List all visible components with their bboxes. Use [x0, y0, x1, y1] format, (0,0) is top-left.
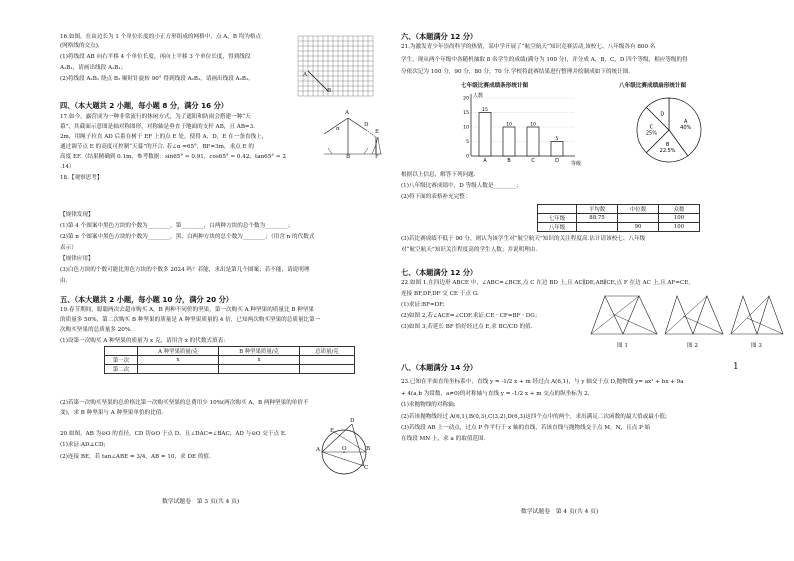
table-cell [300, 356, 355, 365]
q20-label-a: A [316, 447, 321, 453]
bar [551, 142, 563, 157]
q17-line: 通过调节点 E 的高度可控制“天幕”的开合. 若∠α =65°，BF=3m，求点 E 的 [60, 144, 255, 150]
table-cell: 中位数 [618, 205, 659, 214]
q19-line: 的质量多 50%，第二次购买 B 种坚果的质量是 A 种坚果质量的 4 倍，已知两次购买坚果的总质量比第一 [60, 317, 321, 323]
table-cell: 众数 [659, 205, 700, 214]
y-tick-label: 20 [463, 96, 469, 102]
q17-line: 17.如今，露营成为一种非常流行的休闲方式，为了遮阳和防雨会搭建一种“天 [60, 114, 251, 120]
q17-line: 2m，用绳子拉直 AD 后系在树干 EF 上的点 E 处，使得 A，D，E 在一条直线上， [60, 134, 268, 140]
grade8-pie-chart [629, 92, 709, 168]
grade7-bar-chart [457, 90, 587, 170]
q18-law-line: (1)第 4 个图案中黑色方块的个数为________，第________，白两种方块的总个数为________； [60, 223, 294, 229]
pie-slice-label: B [665, 142, 670, 149]
table-row [538, 223, 700, 232]
page-4-footer: 数学试题卷 第 4 页(共 4 页) [521, 509, 599, 515]
pie-slice-label: 25% [645, 130, 657, 137]
q17-label-f: F [375, 154, 379, 160]
pie-slice-label: A [684, 119, 688, 126]
x-axis-label: 等级 [571, 161, 582, 167]
section-7-title: 七、（本题满分 12 分） [401, 268, 478, 277]
q22-figure-2 [663, 292, 727, 342]
bar-data-label: 10 [506, 122, 512, 128]
table-row [538, 214, 700, 223]
q20-line: (1)求证:AD⊥CD; [60, 442, 106, 448]
bar-data-label: 15 [482, 108, 488, 113]
bar [527, 127, 539, 156]
q17-label-b: B [346, 154, 351, 160]
table-header-row [538, 205, 700, 214]
table-cell: 平均数 [577, 205, 618, 214]
page-3-footer: 数学试题卷 第 3 页(共 4 页) [162, 499, 240, 505]
q17-label-e: E [375, 129, 380, 135]
q16-line: (2)将线段 A₁B₁ 绕点 B₁ 顺时针旋转 90° 得到线段 A₂B₁，请画出线段 A₂B₁。 [60, 76, 254, 82]
table-cell [577, 223, 618, 232]
q20-label-c: C [364, 465, 369, 471]
q20-label-e: E [330, 428, 335, 434]
q23-line: (1)求抛物线的对称轴; [401, 402, 456, 408]
q19-line: (2)若第一次购买坚果的总价格比第一次购买坚果的总费用少 10%(两次购买 A，B 两种坚果的单价不 [60, 400, 309, 406]
q22-line: (2)如图 2,若∠ACE=∠CDF,求证:CE · CF=BF · DG； [401, 313, 541, 319]
q22-line: 连接 BF,DF,DF 交 CE 于点 G. [401, 291, 479, 297]
pie-chart-title: 八年级比赛成绩扇形统计图 [619, 83, 687, 89]
table-cell: 八年级 [538, 223, 577, 232]
q22-fig2-caption: 图 2 [687, 343, 698, 349]
q18-law-title: 【规律发现】 [60, 212, 94, 218]
q17-label-alpha: α [336, 126, 340, 132]
y-tick-label: 10 [463, 125, 469, 131]
q22-figure-3 [729, 292, 787, 342]
bar [479, 113, 491, 157]
q16-line: (网格线的交点). [60, 43, 100, 49]
table-cell: x [219, 356, 300, 365]
table-cell: 100 [659, 214, 700, 223]
q22-fig3-caption: 图 3 [751, 343, 762, 349]
q21-after: 对“航空航天”知识关注程度高的学生人数；并说明理由. [401, 247, 538, 253]
q17-label-a: A [345, 110, 350, 116]
x-tick-label: A [483, 159, 487, 164]
q21-after: (2)将下面的表格补充完整： [401, 194, 471, 200]
q21-line: 分依次记为 100 分，90 分，80 分，70 分.学校将此赛结果进行整理并绘制成如下的统计图. [401, 69, 631, 75]
table-cell [300, 365, 355, 374]
q16-line: A₁B₁，请画出线段 A₁B₁； [60, 65, 127, 71]
y-tick-label: 15 [463, 111, 469, 117]
table-cell [138, 365, 219, 374]
table-cell: 第一次 [105, 356, 138, 365]
q22-figure-1 [589, 292, 661, 342]
q23-line: (2)若该抛物线经过 A(6,1),B(0,3),C(3,2),D(6,3)这四个点中的两个，求出满足二次函数的最大值或最小值; [401, 414, 667, 420]
table-cell: 100 [659, 223, 700, 232]
q19-fill-table [104, 346, 355, 374]
q16-line: (1)将线段 AB 向右平移 4 个单位长度，再向上平移 3 个单位长度，得到线段 [60, 54, 251, 60]
section-8-title: 八、（本题满分 14 分） [401, 363, 478, 372]
q21-line: 21.为激发青少年崇尚科学的热情，某中学开展了“航空航天”知识竞赛活动,该校七、八年级各有 800 名 [401, 44, 656, 50]
q16-label-a: A [303, 72, 308, 78]
q17-line: 幕”，其截面示意图是轴对称图形，对称轴是垂直于地面的支杆 AB，且 AB=3. [60, 124, 255, 130]
table-cell: 七年级 [538, 214, 577, 223]
pie-slice-label: 40% [680, 125, 692, 132]
x-tick-label: C [531, 159, 535, 164]
section-6-title: 六、（本题满分 12 分） [401, 32, 478, 41]
q16-line: 16.如图，在由边长为 1 个单位长度的小正方形组成的网格中，点 A，B 均为格点 [60, 34, 262, 40]
q20-label-o: O [342, 446, 347, 452]
y-tick-label: 5 [466, 140, 469, 146]
q23-line: (3)若线段 AB 上一动点，过点 P 作平行于 x 轴的直线，若该直线与抛物线交于点 M，N，且点 P 始 [401, 425, 651, 431]
q21-stats-table [537, 204, 700, 232]
table-cell [538, 205, 577, 214]
table-header-row [105, 347, 355, 356]
q19-line: 次购买坚果的总质量多 20%. [60, 327, 132, 333]
table-row [105, 365, 355, 374]
x-tick-label: B [507, 159, 511, 164]
bar-data-label: 5 [555, 137, 559, 142]
y-tick-label: 0 [466, 154, 469, 160]
q20-line: 20.如图，AB 为⊙O 的直径，CD 切⊙O 于点 D，且∠DAC=∠BAC，AD 与⊙O 交于点 E. [60, 431, 287, 437]
table-cell [105, 347, 138, 356]
q18-law-line: 表示） [60, 245, 77, 251]
table-cell: x [138, 356, 219, 365]
q23-line: 23.已知在平面直角坐标系中，直线 y = -1/2 x + m 经过点 A(6,1)，与 y 轴交于点 D,抛物线 y= ax² + bx + 9a [401, 379, 684, 385]
pie-slice-label: C [649, 124, 654, 131]
q21-after: 根据以上信息，解答下列问题. [401, 172, 476, 178]
x-tick-label: D [555, 159, 559, 164]
pie-slice-label: D [660, 111, 665, 118]
bar [503, 127, 515, 156]
q17-line: .14） [60, 164, 75, 170]
table-row [105, 356, 355, 365]
section-4-title: 四、（本大题共 2 小题，每小题 8 分，满分 16 分） [60, 101, 228, 110]
bar-chart-title: 七年级比赛成绩条形统计图 [461, 83, 529, 89]
q18-app-line: 由. [60, 278, 68, 284]
q22-fig1-caption: 图 1 [617, 343, 628, 349]
pie-slice-label: 22.5% [659, 148, 676, 155]
q22-line: (3)如图 3,若延长 BF 恰好经过点 E,求 BC/CD 的值. [401, 324, 533, 330]
q16-label-b: B [327, 88, 332, 94]
table-cell: 第二次 [105, 365, 138, 374]
q23-line: + 4(a,b 为常数，a≠0)的对称轴与直线 y = -1/2 x + m 交点的纵坐标为 2. [401, 391, 590, 397]
q18-head: 18.【观察思考】 [60, 175, 103, 181]
q20-line: (2)连接 BE，若 tan∠ABE = 3/4，AB = 10，求 DE 的值. [60, 454, 211, 460]
q22-line: 22.如图 1,在四边形 ABCE 中，∠ABC=∠BCE,点 C 在边 BD 上,且 AC∥DE,AB∥CE,点 F 在边 AC 上,且 AF=CE, [401, 280, 691, 286]
q20-label-b: B [366, 446, 371, 452]
q17-label-d: D [364, 122, 369, 128]
q22-line: (1)求证:BF=DF; [401, 302, 445, 308]
table-cell [219, 365, 300, 374]
q19-line: 变)，求 B 种坚果与 A 种坚果单价的比值. [60, 410, 164, 416]
q18-law-line: (2)第 n 个图案中黑色方块的个数为________，黑、白两种方块的总个数为________；（用含 n 的代数式 [60, 234, 315, 240]
q17-line: 高度 EF.（结果精确到 0.1m，参考数据：sin65° ≈ 0.91，cos65° ≈ 0.42，tan65° ≈ 2 [60, 154, 286, 160]
q16-grid-figure [298, 36, 378, 100]
section-5-title: 五、（本大题共 2 小题，每小题 10 分，满分 20 分） [60, 295, 233, 304]
q21-after: (3)若比赛成绩不低于 90 分，则认为该学生对“航空航天”知识的关注程度高.估计请该校七、八年级 [401, 236, 646, 242]
table-cell [618, 214, 659, 223]
q20-label-d: D [350, 418, 355, 424]
q19-line: (1)设第一次购买 A 种坚果的质量为 x 克，请用含 x 的代数式填表： [60, 338, 229, 344]
table-cell: 总质量/克 [300, 347, 355, 356]
q18-app-title: 【规律应用】 [60, 256, 94, 262]
table-cell: A 种坚果质量/克 [138, 347, 219, 356]
q19-line: 19.春节期间，聪聪两次去超市购买 A，B 两种不同价的坚果，第一次购买 A 种坚果的质量比 B 种坚果 [60, 307, 315, 313]
table-cell: 88.75 [577, 214, 618, 223]
q21-after: (1)八年级比赛成绩中，D 等级人数是________； [401, 183, 522, 189]
side-page-mark: 1 [733, 362, 739, 372]
q23-line: 在线段 MN 上，求 a 的取值范围. [401, 436, 486, 442]
table-cell: B 种坚果质量/克 [219, 347, 300, 356]
table-cell: 90 [618, 223, 659, 232]
q18-app-line: (3)白色方块的个数可能比黑色方块的个数多 2024 吗？若能，求出是第几个图案；若不能，请说明理 [60, 267, 310, 273]
q21-line: 学生，现从两个年级中各随机抽取 8 名学生的成绩(满分为 100 分)，并分成 A，B，C，D 四个等级，相应等级的得 [401, 57, 688, 63]
page-4 [397, 0, 794, 561]
y-axis-label: 人数 [473, 93, 484, 99]
bar-data-label: 10 [530, 122, 536, 128]
